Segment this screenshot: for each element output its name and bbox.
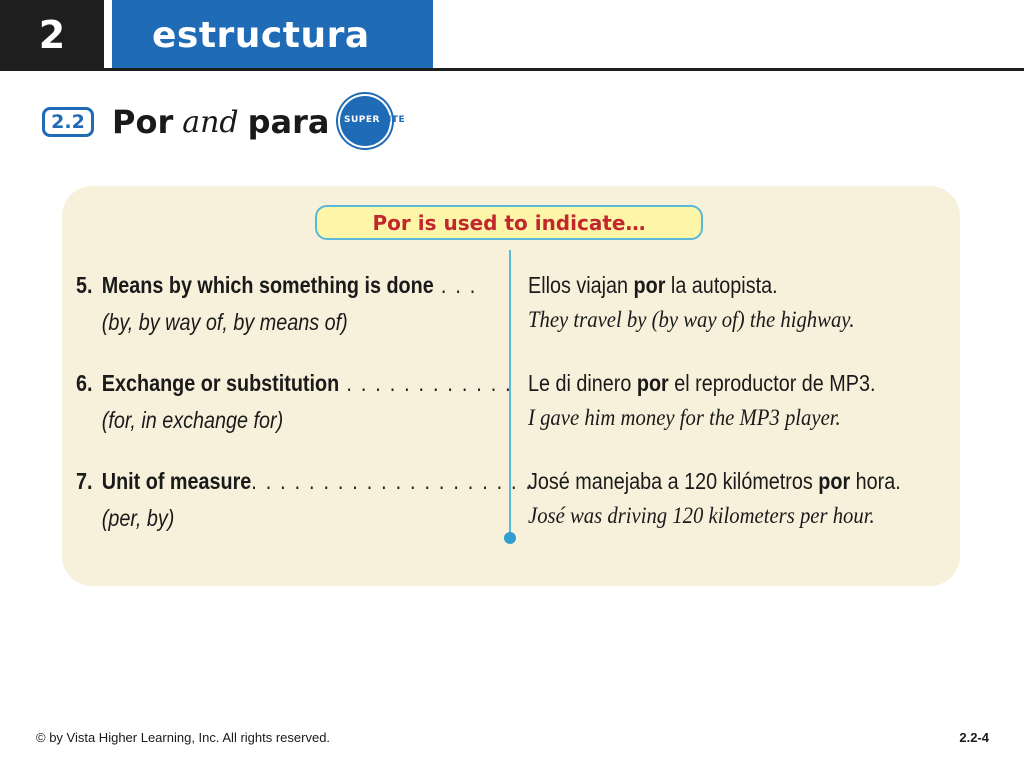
example-spanish — [528, 468, 901, 495]
usage-gloss: (per, by) — [101, 505, 175, 531]
panel-header: Por is used to indicate… — [315, 205, 703, 240]
example-spanish-text: José manejaba a 120 kilómetros — [528, 468, 819, 494]
usage-label-line — [76, 272, 478, 299]
usage-number: 7. — [76, 468, 93, 494]
usage-label-line — [76, 370, 513, 397]
example-spanish — [528, 370, 889, 397]
example-spanish — [528, 272, 889, 299]
divider-end-dot — [504, 532, 516, 544]
supersite-label-site: SITE — [380, 115, 406, 125]
usage-gloss: (by, by way of, by means of) — [101, 309, 348, 335]
example-item — [528, 468, 948, 529]
lesson-title-por: Por — [112, 103, 174, 141]
usage-label: Exchange or substitution — [101, 370, 340, 396]
usage-item — [76, 272, 496, 336]
example-spanish-text: el reproductor de MP3. — [668, 370, 876, 396]
example-spanish-text: la autopista. — [665, 272, 778, 298]
header-rule — [0, 68, 1024, 71]
usage-label-line — [76, 468, 533, 495]
usage-number: 5. — [76, 272, 93, 298]
usage-label: Means by which something is done — [101, 272, 434, 298]
usage-number: 6. — [76, 370, 93, 396]
example-spanish-text: Le di dinero — [528, 370, 637, 396]
page-identifier: 2.2-4 — [959, 730, 989, 745]
lesson-title — [112, 100, 330, 144]
copyright-notice: © by Vista Higher Learning, Inc. All rights reserved. — [36, 730, 331, 745]
chapter-number: 2 — [0, 0, 104, 70]
example-english: I gave him money for the MP3 player. — [528, 405, 841, 430]
lesson-title-para: para — [247, 103, 330, 141]
usage-gloss: (for, in exchange for) — [101, 407, 284, 433]
example-spanish-por: por — [633, 272, 666, 298]
usage-label: Unit of measure — [101, 468, 252, 494]
leader-dots: . . . — [433, 272, 478, 298]
leader-dots: . . . . . . . . . . . . . . . . . . . . — [251, 468, 533, 494]
leader-dots: . . . . . . . . . . . . — [339, 370, 513, 396]
usage-item — [76, 370, 513, 434]
example-spanish-text: hora. — [850, 468, 901, 494]
lesson-title-and: and — [182, 104, 239, 140]
supersite-label — [344, 115, 405, 125]
example-spanish-text: Ellos viajan — [528, 272, 634, 298]
example-english: José was driving 120 kilometers per hour. — [528, 503, 875, 528]
example-spanish-por: por — [636, 370, 669, 396]
example-item — [528, 370, 948, 431]
lesson-number-badge: 2.2 — [42, 107, 94, 137]
example-item — [528, 272, 948, 333]
example-spanish-por: por — [818, 468, 851, 494]
supersite-icon[interactable] — [340, 96, 420, 152]
section-name: estructura — [112, 0, 433, 70]
usage-item — [76, 468, 533, 532]
example-english: They travel by (by way of) the highway. — [528, 307, 855, 332]
supersite-label-super: SUPER — [344, 115, 380, 125]
